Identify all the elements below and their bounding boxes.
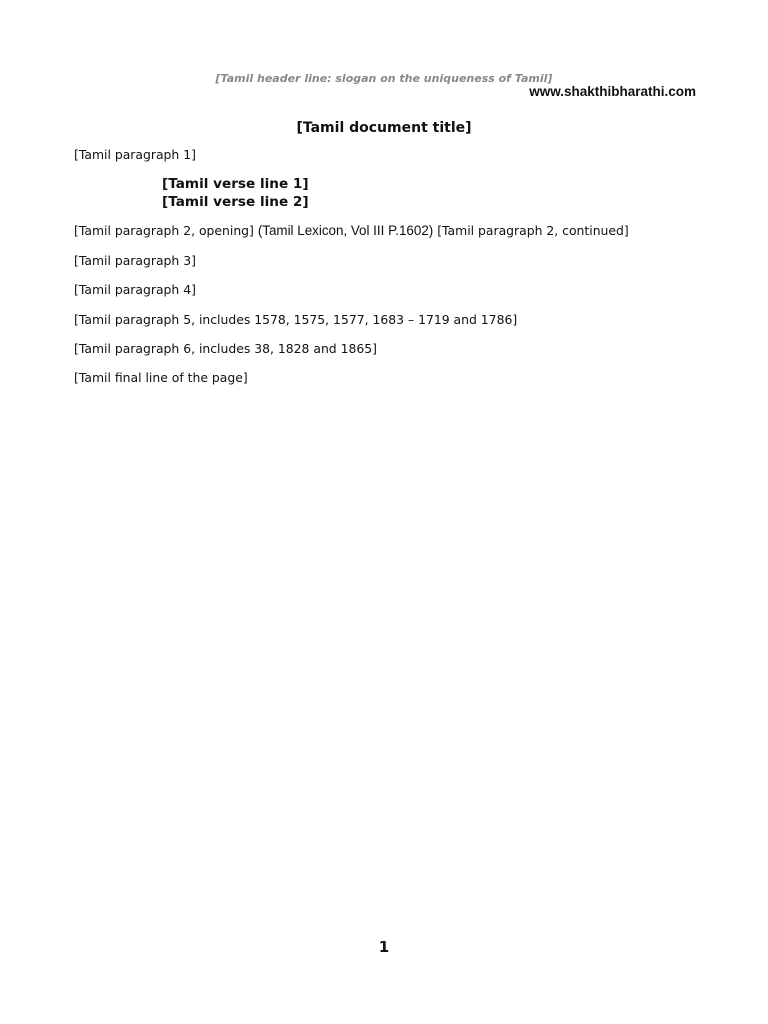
- lexicon-citation: (Tamil Lexicon, Vol III P.1602): [257, 223, 434, 239]
- paragraph-7: [Tamil final line of the page]: [74, 370, 248, 386]
- verse-line-1: [Tamil verse line 1]: [162, 176, 309, 193]
- paragraph-6: [Tamil paragraph 6, includes 38, 1828 and 1865]: [74, 341, 377, 357]
- article-body: [74, 147, 694, 387]
- paragraph-4: [Tamil paragraph 4]: [74, 282, 196, 298]
- quoted-verse: [162, 176, 694, 211]
- paragraph-2-end: [Tamil paragraph 2, continued]: [437, 223, 629, 239]
- paragraph-5: [Tamil paragraph 5, includes 1578, 1575, 1577, 1683 – 1719 and 1786]: [74, 311, 518, 327]
- paragraph-1: [Tamil paragraph 1]: [74, 147, 196, 162]
- paragraph-2-start: [Tamil paragraph 2, opening]: [74, 223, 254, 239]
- page-number: 1: [378, 938, 390, 956]
- page-title: [Tamil document title]: [296, 120, 472, 136]
- header-motto: [Tamil header line: slogan on the uniqueness of Tamil]: [215, 72, 553, 85]
- paragraph-2: [74, 223, 694, 239]
- verse-line-2: [Tamil verse line 2]: [162, 193, 309, 210]
- paragraph-3: [Tamil paragraph 3]: [74, 252, 196, 268]
- website-url: www.shakthibharathi.com: [529, 84, 696, 99]
